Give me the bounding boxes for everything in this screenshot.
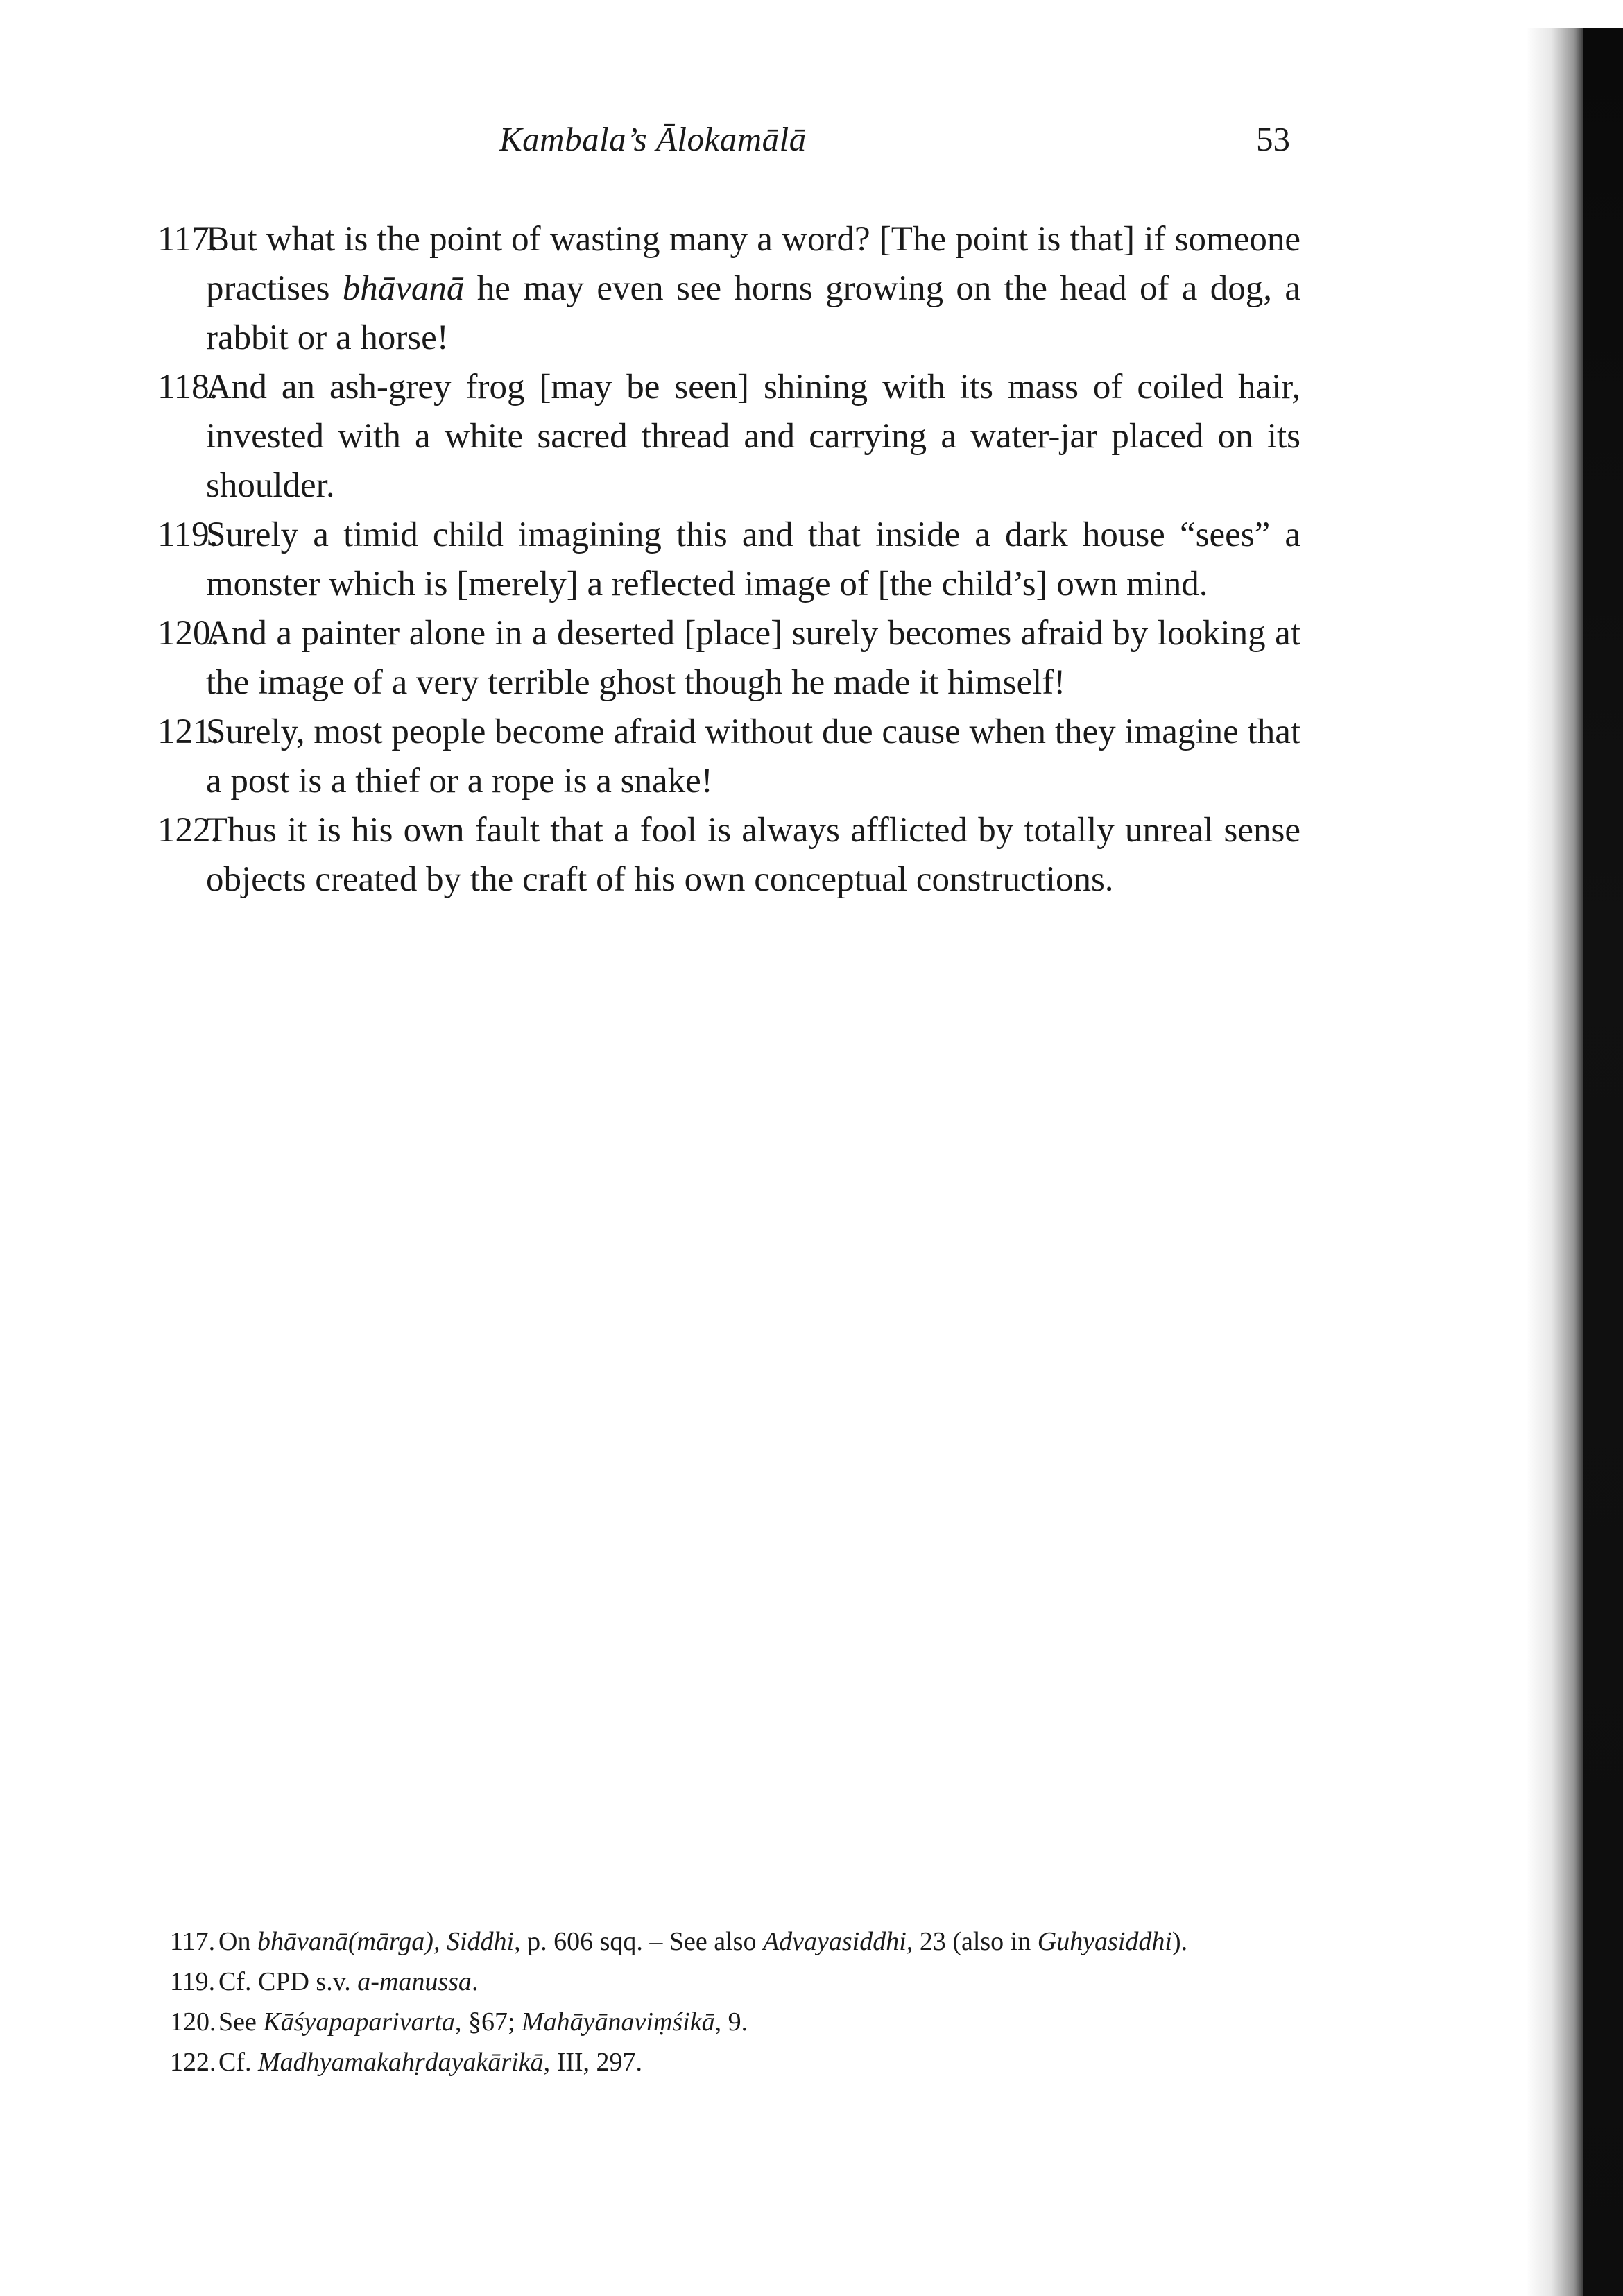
footnote-list <box>170 1921 1294 2082</box>
scan-edge-shadow <box>1526 28 1583 2296</box>
footnote-122 <box>170 2042 1294 2082</box>
verse-122 <box>157 806 1300 905</box>
verse-121 <box>157 708 1300 806</box>
running-title: Kambala’s Ālokamālā <box>499 120 807 158</box>
footnote-text: See Kāśyapaparivarta, §67; Mahāyānaviṃśikā, 9. <box>218 2007 748 2037</box>
footnote-119 <box>170 1962 1294 2002</box>
verse-text: And an ash-grey frog [may be seen] shining with its mass of coiled hair, invested with a white sacred thread and carrying a water-jar placed on its shoulder. <box>206 368 1300 505</box>
footnote-number: 120. <box>170 2007 216 2037</box>
footnote-text: Cf. Madhyamakahṛdayakārikā, III, 297. <box>218 2048 643 2077</box>
scan-binding-edge <box>1526 28 1623 2296</box>
verse-text: And a painter alone in a deserted [place] surely becomes afraid by looking at the image of a very terrible ghost though he made it himself! <box>206 614 1300 702</box>
verse-number: 122. <box>157 811 220 850</box>
verse-number: 120. <box>157 614 220 653</box>
page-number: 53 <box>1256 120 1290 158</box>
verse-number: 118. <box>157 368 218 406</box>
verse-text: Surely, most people become afraid without due cause when they imagine that a post is a thief or a rope is a snake! <box>206 712 1300 800</box>
footnote-text: On bhāvanā(mārga), Siddhi, p. 606 sqq. – See also Advayasiddhi, 23 (also in Guhyasiddhi). <box>218 1927 1188 1956</box>
verse-118 <box>157 363 1300 511</box>
verse-number: 119. <box>157 515 218 554</box>
verse-119 <box>157 511 1300 609</box>
page-header <box>499 119 1290 175</box>
footnote-number: 117. <box>170 1927 216 1956</box>
scan-edge-dark-band <box>1583 28 1623 2296</box>
footnote-120 <box>170 2002 1294 2042</box>
verse-number: 117. <box>157 220 218 259</box>
verse-text: Thus it is his own fault that a fool is always afflicted by totally unreal sense objects created by the craft of his own conceptual constructions. <box>206 811 1300 899</box>
verse-120 <box>157 609 1300 708</box>
verse-list <box>157 215 1300 905</box>
verse-text: Surely a timid child imagining this and that inside a dark house “sees” a monster which is [merely] a reflected image of [the child’s] own mind. <box>206 515 1300 603</box>
verse-text: But what is the point of wasting many a word? [The point is that] if someone practises bhāvanā he may even see horns growing on the head of a dog, a rabbit or a horse! <box>206 220 1300 357</box>
footnote-number: 119. <box>170 1967 216 1996</box>
footnote-number: 122. <box>170 2048 216 2077</box>
verse-117 <box>157 215 1300 363</box>
footnote-117 <box>170 1921 1294 1962</box>
verse-number: 121. <box>157 712 220 751</box>
footnote-text: Cf. CPD s.v. a-manussa. <box>218 1967 479 1996</box>
